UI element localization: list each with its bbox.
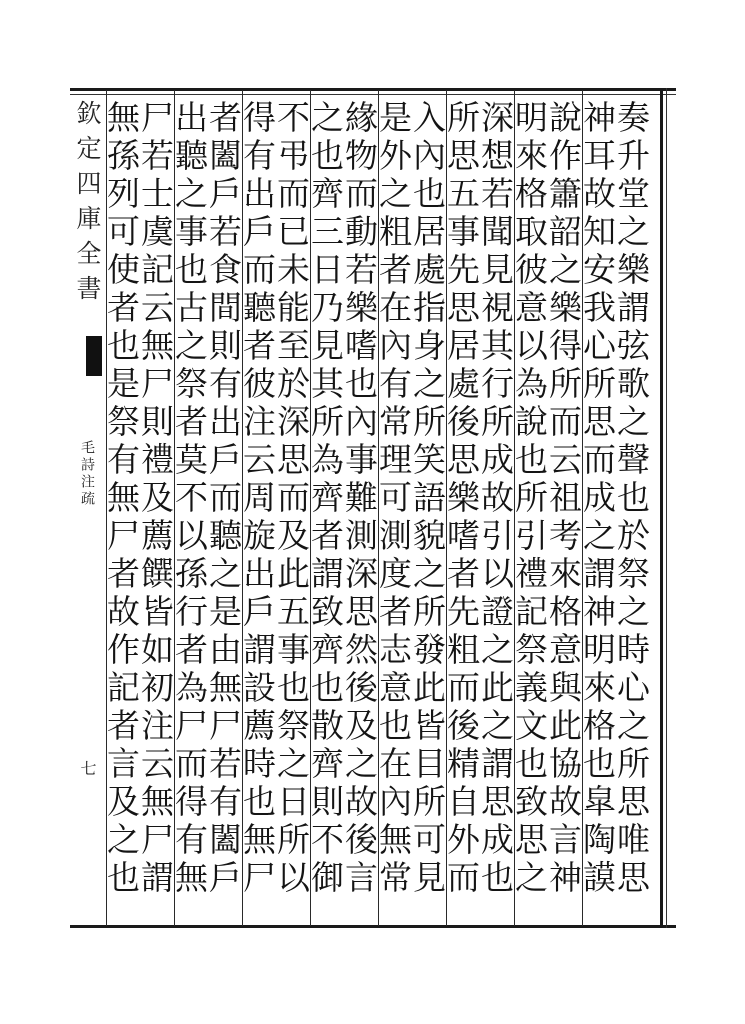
- frame-top-inner-border: [70, 94, 676, 95]
- text-column-11: 不弔而已未能至於深思而及此五事也祭之日所以: [272, 100, 311, 898]
- frame-right-border: [660, 88, 663, 928]
- margin-collection-title: 欽定四庫全書: [73, 100, 102, 310]
- text-column-3: 說作簫韶之樂得所而云祖考來格意與此協故言神: [544, 100, 583, 898]
- text-column-13: 者闔戶若食間則有出戶而聽之是由無尸若有闔戶: [204, 100, 243, 898]
- text-column-9: 緣物而動若樂嗜也內事難測深思然後及之故後言: [340, 100, 379, 898]
- text-column-15: 尸若士虞記云無尸則禮及薦饌皆如初注云無尸謂: [136, 100, 175, 898]
- text-column-10: 之也齊三日乃見其所為齊者謂致齊也散齊則不御: [306, 100, 345, 898]
- text-column-2: 神耳故知安我心所思而成之謂神明來格也皐陶謨: [578, 100, 617, 898]
- margin-book-title: 毛詩注疏: [79, 440, 95, 508]
- text-column-7: 入內也居處指身之所笑語貌之所發此皆目所可見: [408, 100, 447, 898]
- frame-right-inner-border: [666, 88, 667, 928]
- text-column-16: 無孫列可使者也是祭有無尸者故作記者言及之也: [102, 100, 141, 898]
- frame-bottom-border: [70, 925, 676, 928]
- text-column-12: 得有出戶而聽者彼注云周旋出戶謂設薦時也無尸: [238, 100, 277, 898]
- text-column-5: 深想若聞見視其行所成故引以證之此之謂思成也: [476, 100, 515, 898]
- text-column-4: 明來格取彼意以為說也所引禮記祭義文也致思之: [510, 100, 549, 898]
- frame-top-border: [70, 88, 676, 91]
- text-column-8: 是外之粗者在內有常理可測度者志意也在內無常: [374, 100, 413, 898]
- text-column-1: 奏升堂之樂謂弦歌之聲也於祭之時心之所思唯思: [612, 100, 651, 898]
- text-column-6: 所思五事先思居處後思樂嗜者先粗而後精自外而: [442, 100, 481, 898]
- text-column-14: 出聽之事也古之祭者莫不以孫行者為尸而得有無: [170, 100, 209, 898]
- margin-page-number: 七: [78, 760, 97, 776]
